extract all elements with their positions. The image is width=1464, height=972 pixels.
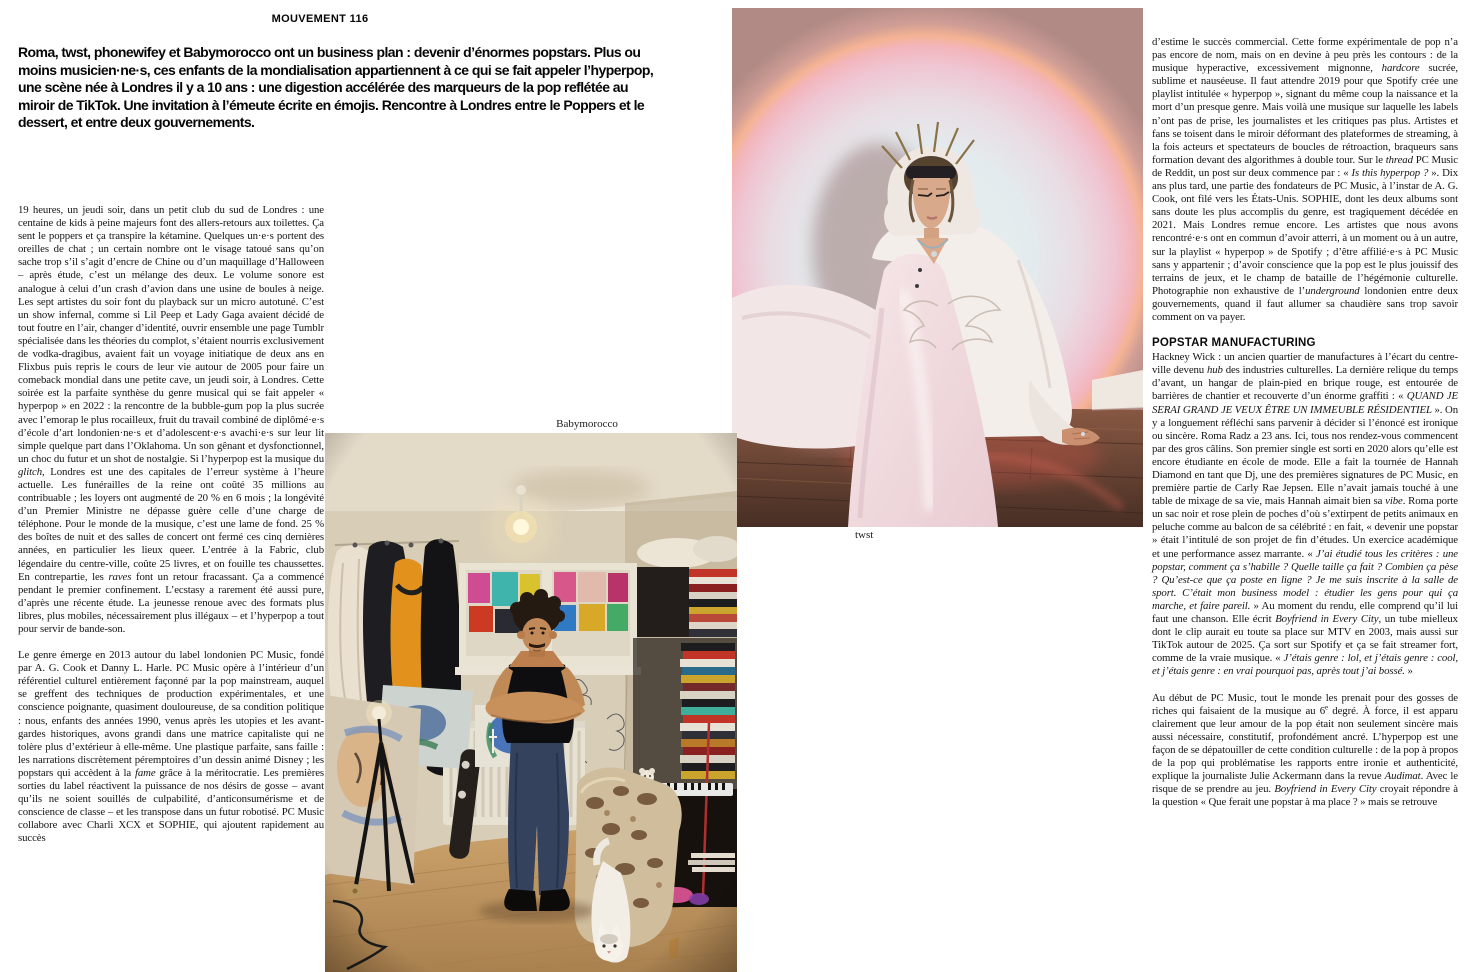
sunglasses-icon [906,166,956,179]
article-column-right [1152,36,1458,809]
article-intro: Roma, twst, phonewifey et Babymorocco ont un business plan : devenir d’énormes popstars. Plus ou moins musicien·ne·s, ces enfants de la mondialisation appartiennent à ce qui se fait appeler l’hyperpop, une scène née à Londres il y a 10 ans : une digestion accélérée des marqueurs de la pop reflétée au miroir de TikTok. Une invitation à l’émeute écrite en émojis. Rencontre à Londres entre le Poppers et le dessert, et entre deux gouvernements. [18,44,654,131]
article-paragraph: 19 heures, un jeudi soir, dans un petit club du sud de Londres : une centaine de kids à peine majeurs font des allers-retours aux toilettes. Ça sent le poppers et ça transpire la kétamine. Quelques un·e·s portent des oreilles de chat ; un certain nombre ont le visage tatoué sans qu’on sache trop s’il s’agit d’encre de Chine ou d’un maquillage d’Halloween – après étude, c’est un mélange des deux. Le volume sonore est analogue à celui d’un crash d’avion dans une usine de boules à neige. Les sept artistes du soir font du playback sur un micro autotuné. C’est un show infernal, comme si Lil Peep et Lady Gaga avaient décidé de tout foutre en l’air, changer d’identité, ouvrir ensemble une page Tumblr spécialisée dans les théories du complot, s’étaient nourris exclusivement de vodka-dragibus, avaient fait un voyage initiatique de deux ans en Flixbus puis repris le cours de leur vie autour de 2005 pour faire un comeback mondial dans une petite cave, un jeudi soir, à Londres. Cette soirée est la parfaite synthèse du genre musical qui se fait appeler « hyperpop » en 2022 : la rencontre de la bubble-gum pop la plus sucrée avec l’emorap le plus rocailleux, fruit du travail combiné de diplômé·e·s d’école d’art londonien·ne·s et d’adolescent·e·s avachi·e·s sur leur lit simple quelque part dans l’Oklahoma. Un son gênant et dysfonctionnel, un choc du futur et un shot de nostalgie. Si l’hyperpop est la musique du glitch, Londres est une des capitales de l’erreur système à l’heure actuelle. Les funérailles de la reine ont coûté 35 millions au contribuable ; les loyers ont augmenté de 20 % en 6 mois ; la longévité d’un Premier Ministre ne dépasse guère celle d’une charge de téléphone. Pour le monde de la musique, c’est une lame de fond. 25 % des boîtes de nuit et des salles de concert ont fermé ces cinq dernières années, en particulier les lieux queer. L’entrée à la Fabric, club légendaire du centre-ville, coûte 25 livres, et on fouille tes chaussettes. En contrepartie, les raves font un retour fracassant. Ça a commencé pendant le premier confinement. L’ecstasy a rarement été aussi pure, d’après une récente étude. La jeunesse renoue avec des formats plus libres, plus mobiles, nécessairement plus illégaux – et l’hyperpop a tout pour servir de bande-son. [18,204,324,635]
photo-caption-babymorocco: Babymorocco [556,418,618,430]
article-paragraph: d’estime le succès commercial. Cette forme expérimentale de pop n’a pas encore de nom, mais on en devine à peu près les contours : de la musique hyperactive, excessivement mignonne, hardcore sucrée, sublime et nauséeuse. Il faut attendre 2019 pour que Spotify crée une playlist intitulée « hyperpop », signant du même coup la naissance et la mort d’un presque genre. Mais voilà une musique sur laquelle les labels n’ont pas de prise, les journalistes et les critiques pas plus. Artistes et fans se toisent dans le miroir déformant des plateformes de streaming, à la fois acteurs et spectateurs de boucles de rétroaction, braqueurs sans formation devant des algorithmes à double tour. Sur le thread PC Music de Reddit, un post sur deux commence par : « Is this hyperpop ? ». Dix ans plus tard, une partie des fondateurs de PC Music, à l’instar de A. G. Cook, ont filé vers les États-Unis. SOPHIE, dont les deux albums sont sans doute les plus accomplis du genre, est tragiquement décédée en 2021. Mais Londres remue encore. Les artistes que nous avons rencontré·e·s ont en commun d’avoir atterri, à un moment ou à un autre, sur la playlist « hyperpop » de Spotify ; d’être affilié·e·s à PC Music sans y appartenir ; d’avoir conscience que la pop est le plus jouissif des terrains de jeux, et le champ de bataille de l’hégémonie culturelle. Photographie non exhaustive de l’underground londonien entre deux gouvernements, quand il faut allumer sa chaudière sans trop savoir comment on va payer. [1152,36,1459,323]
photo-caption-twst: twst [855,529,874,541]
article-paragraph: Hackney Wick : un ancien quartier de manufactures à l’écart du centre-ville devenu hub des industries culturelles. La dernière relique du temps d’avant, un hangar de plain-pied en brique rouge, est entourée de barrières de chantier et recouverte d’un énorme graffiti : « QUAND JE SERAI GRAND JE VEUX ÊTRE UN IMMEUBLE RÉSIDENTIEL ». On y a longuement réfléchi sans parvenir à décider si l’énoncé est ironique ou sincère. Roma Radz a 23 ans. Ici, tous nos rendez-vous commencent par des gros câlins. Son premier single est sorti en 2020 alors qu’elle est encore étudiante en école de mode. Elle a fait la tournée de Hannah Diamond en tant que Dj, une des premières signatures de PC Music, en première partie de Carly Rae Jepsen. Elle n’avait jamais touché à une table de mixage de sa vie, mais Hannah aimait bien sa vibe. Roma porte un sac noir et rose plein de poches d’où s’extirpent de petits animaux en peluche comme au balcon de sa célébrité : en fait, « devenir une popstar » était l’intitulé de son projet de fin d’études. Un exercice académique et une performance assez marrante. « J’ai étudié tous les critères : une popstar, comment ça s’habille ? Quelle taille ça fait ? Combien ça pèse ? Qu’est-ce que ça poste en ligne ? Je me suis inscrite à la salle de sport. C’était mon business model : étudier les gens pour qui ça marche, et faire pareil. » Au moment du rendu, elle comprend qu’il lui faut une chanson. Elle écrit Boyfriend in Every City, un tube mielleux dont le clip aurait eu toute sa place sur MTV en 2003, mais aussi sur TikTok autour de 2025. Ça sort sur Spotify et ça se fait streamer fort, comme de la vraie musique. « J’étais genre : lol, et j’étais genre : cool, et j’étais genre : en vrai pourquoi pas, après tout j’ai bossé. » [1152,351,1459,678]
photo-babymorocco [325,433,737,972]
article-column-left [18,204,324,846]
photo-twst [732,8,1143,527]
article-paragraph: Le genre émerge en 2013 autour du label londonien PC Music, fondé par A. G. Cook et Danny L. Harle. PC Music opère à l’intérieur d’un référentiel culturel entièrement façonné par la pop mainstream, auquel se greffent des techniques de production expérimentales, et une conscience poignante, quasiment douloureuse, de sa condition politique : nous, enfants des années 1990, venus après les utopies et les avant-gardes historiques, avons grandi dans une matrice capitaliste qui ne tolère plus d’extérieur à elle-même. Une plastique parfaite, sans faille : les narrations discrètement péremptoires d’un dessin animé Disney ; les popstars qui accèdent à la fame grâce à la méritocratie. Les premières sorties du label réactivent la puissance de nos désirs de gosse – avant qu’ils ne soient souillés de culpabilité, d’anticonsumérisme et de conscience de classe – et les transpose dans un futur robotisé. PC Music collabore avec Charli XCX et SOPHIE, qui ajoutent rapidement au succès [18,649,325,845]
article-paragraph: Au début de PC Music, tout le monde les prenait pour des gosses de riches qui faisaient de la musique au 6e degré. À force, il est apparu clairement que leur amour de la pop était non seulement sincère mais aussi nécessaire, constitutif, profondément ancré. L’hyperpop est une façon de se dépatouiller de cette condition culturelle : de la pop à propos de la pop qui problématise les rapports entre ironie et authenticité, explique la journaliste Julie Ackermann dans la revue Audimat. Avec le risque de se prendre au jeu. Boyfriend in Every City croyait répondre à la question « Que ferait une popstar à ma place ? » mais se retrouve [1152,691,1458,809]
masthead-kicker: MOUVEMENT 116 [271,13,369,25]
vignette [325,433,737,972]
section-subhead: POPSTAR MANUFACTURING [1152,337,1316,350]
